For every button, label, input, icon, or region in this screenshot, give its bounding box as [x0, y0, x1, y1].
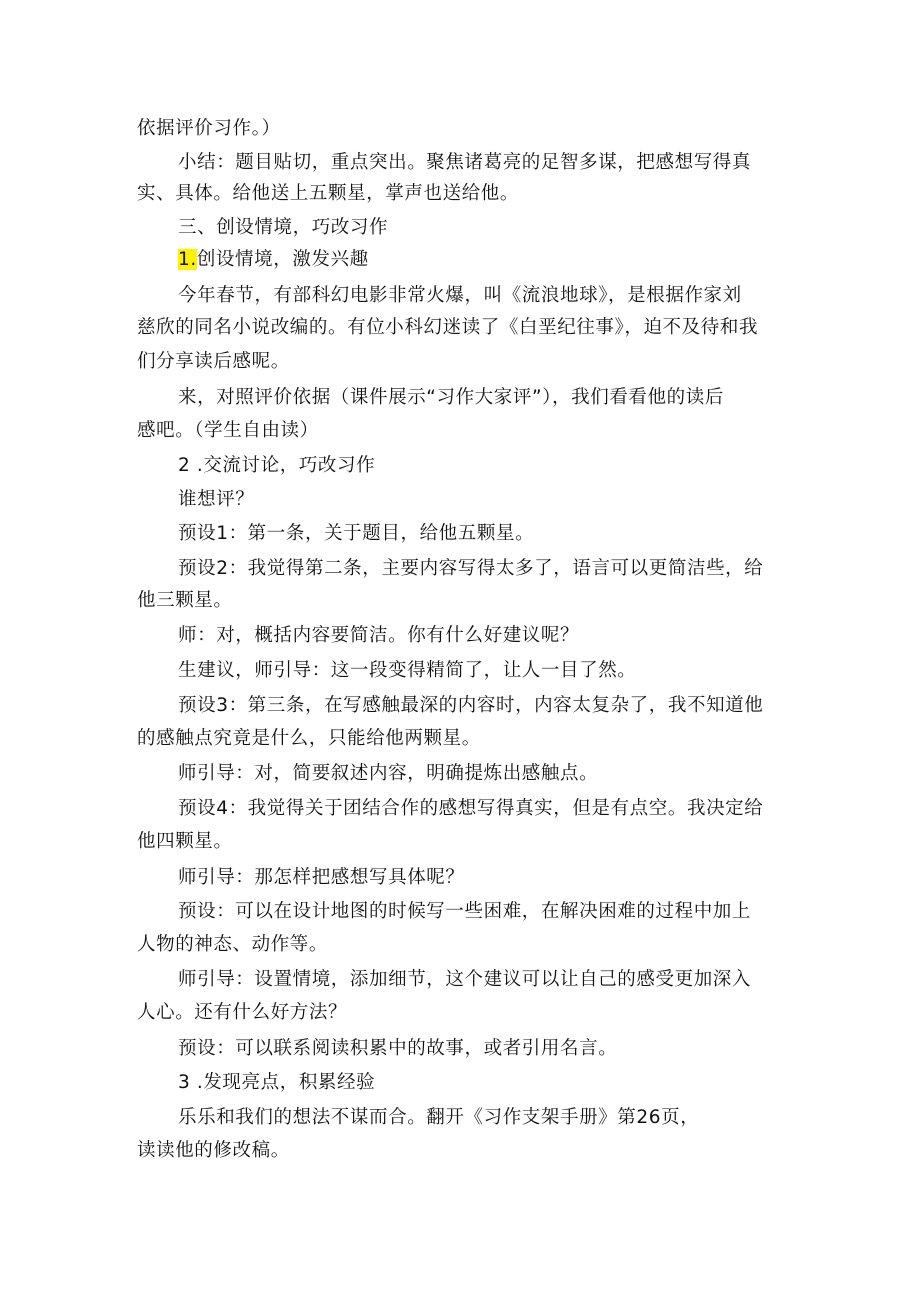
paragraph-line: 预设：可以联系阅读积累中的故事，或者引用名言。 [178, 1038, 618, 1059]
subheading-1 [178, 248, 369, 272]
paragraph-line: 的感触点究竟是什么，只能给他两颗星。 [137, 728, 481, 749]
paragraph-line: 预设：可以在设计地图的时候写一些困难，在解决困难的过程中加上 [178, 901, 752, 922]
highlighted-number: 1. [178, 249, 197, 270]
paragraph-line: 们分享读后感呢。 [137, 351, 290, 372]
subheading-text: 创设情境，激发兴趣 [196, 249, 369, 270]
paragraph-line: 读读他的修改稿。 [137, 1140, 290, 1161]
paragraph-line: 今年春节，有部科幻电影非常火爆，叫《流浪地球》，是根据作家刘 [178, 285, 742, 306]
paragraph-line: 乐乐和我们的想法不谋而合。翻开《习作支架手册》第26页， [178, 1107, 700, 1128]
section-heading: 三、创设情境，巧改习作 [178, 217, 389, 238]
paragraph-line: 来，对照评价依据（课件展示“习作大家评”），我们看看他的读后 [178, 387, 724, 408]
paragraph-line: 预设2：我觉得第二条，主要内容写得太多了，语言可以更简洁些，给 [178, 558, 764, 579]
paragraph-line: 慈欣的同名小说改编的。有位小科幻迷读了《白垩纪往事》，迫不及待和我 [137, 317, 759, 338]
paragraph-line: 人心。还有什么好方法？ [137, 1002, 348, 1023]
paragraph-line: 师：对，概括内容要简洁。你有什么好建议呢？ [178, 625, 580, 646]
paragraph-line: 依据评价习作。） [137, 118, 281, 139]
paragraph-line: 预设3：第三条，在写感触最深的内容时，内容太复杂了，我不知道他 [178, 695, 764, 716]
paragraph-line: 他三颗星。 [137, 590, 233, 611]
paragraph-line: 人物的神态、动作等。 [137, 934, 329, 955]
paragraph-line: 师引导：对，简要叙述内容，明确提炼出感触点。 [178, 763, 599, 784]
paragraph-line: 师引导：设置情境，添加细节，这个建议可以让自己的感受更加深入 [178, 969, 752, 990]
subheading-2: 2 .交流讨论，巧改习作 [178, 455, 376, 476]
paragraph-line: 生建议，师引导：这一段变得精简了，让人一目了然。 [178, 660, 637, 681]
paragraph-line: 谁想评？ [178, 489, 255, 510]
paragraph-line: 感吧。（学生自由读） [137, 420, 319, 441]
paragraph-line: 他四颗星。 [137, 831, 233, 852]
subheading-3: 3 .发现亮点，积累经验 [178, 1072, 376, 1093]
paragraph-line: 师引导：那怎样把感想写具体呢？ [178, 867, 465, 888]
paragraph-line: 小结：题目贴切，重点突出。聚焦诸葛亮的足智多谋，把感想写得真 [178, 152, 752, 173]
paragraph-line: 预设1：第一条，关于题目，给他五颗星。 [178, 523, 535, 544]
paragraph-line: 预设4：我觉得关于团结合作的感想写得真实，但是有点空。我决定给 [178, 798, 764, 819]
paragraph-line: 实、具体。给他送上五颗星，掌声也送给他。 [137, 183, 520, 204]
